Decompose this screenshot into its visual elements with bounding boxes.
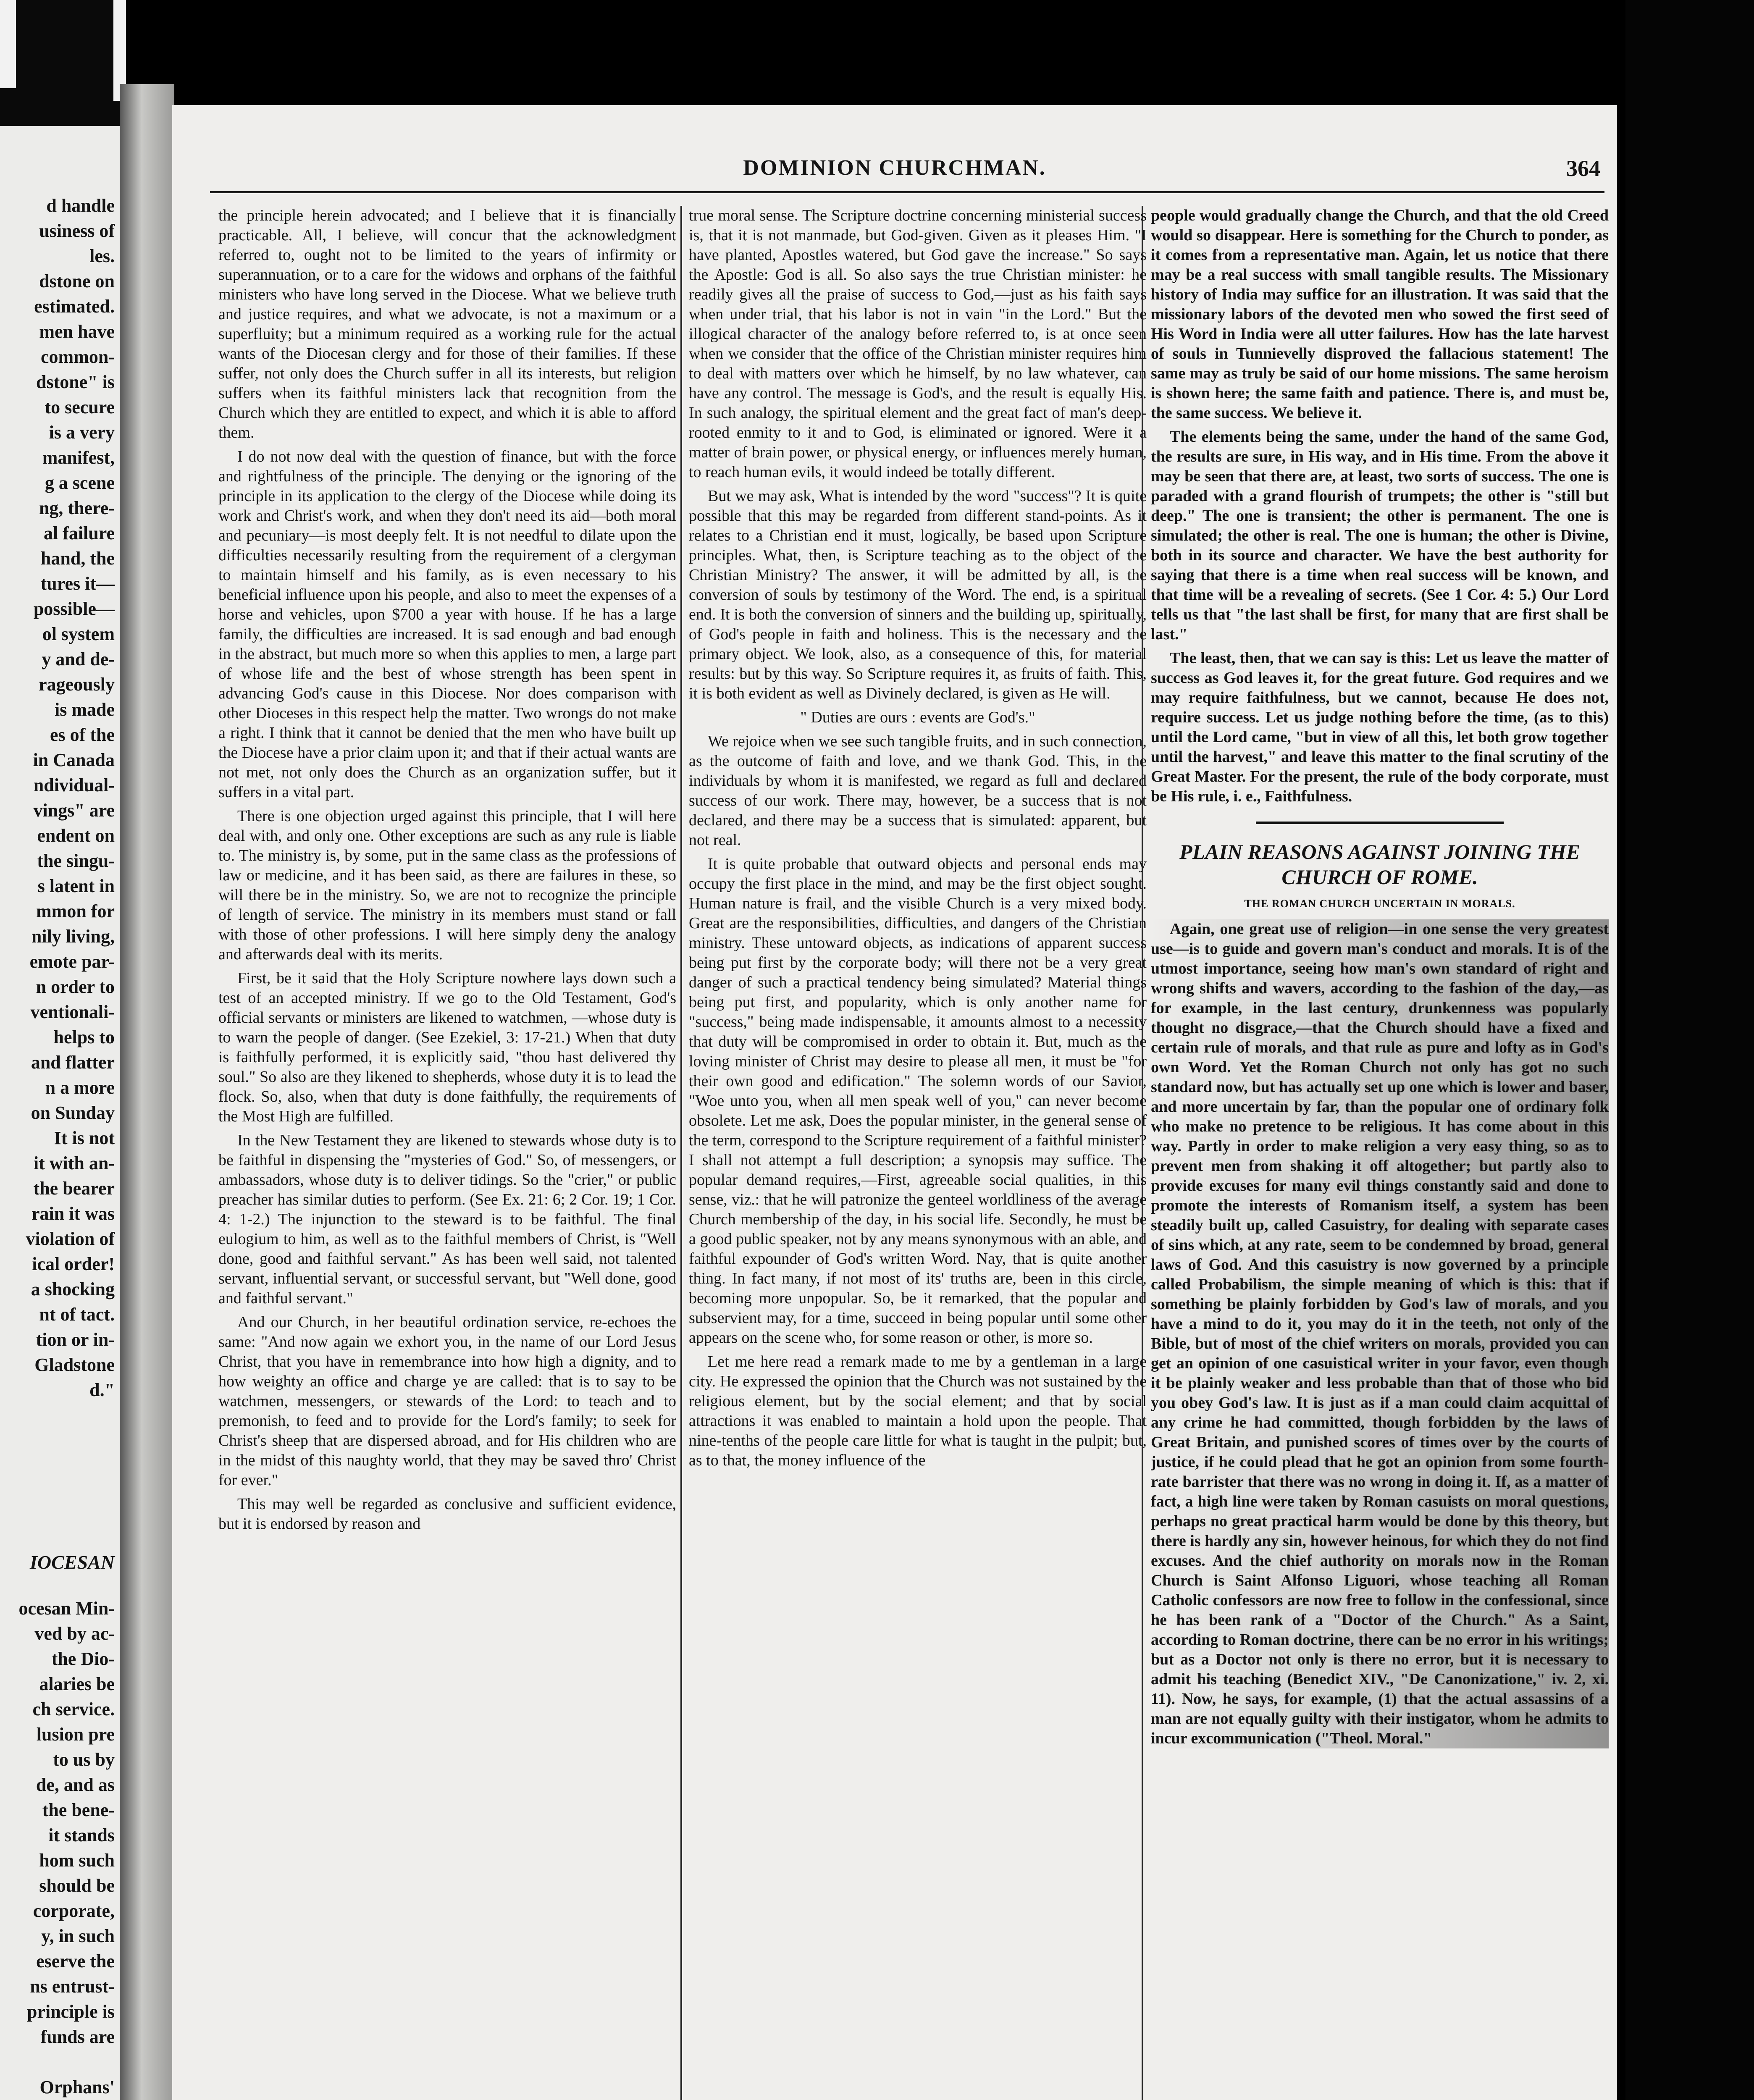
binding-gutter — [120, 84, 174, 2100]
previous-page-line — [18, 2050, 115, 2075]
previous-page-line: ventionali- — [30, 1002, 115, 1022]
article-title: PLAIN REASONS AGAINST JOINING THE CHURCH OF ROME. — [1179, 840, 1580, 889]
paragraph: The least, then, that we can say is this: Let us leave the matter of success as God leaves it, for the great future. God requires and we may require faithfulness, but we cannot, because He does not, require success. Let us judge nothing before the time, (as to this) until the Lord came, "but in view of all this, let both grow together until the harvest," and leave this matter to the final scrutiny of the Great Master. For the present, the rule of the body corporate, must be His rule, i. e., Faithfulness. — [1151, 649, 1609, 805]
previous-page-line: lusion pre — [36, 1724, 115, 1745]
previous-page-line: a shocking — [31, 1279, 115, 1299]
previous-page-line: ndividual- — [33, 775, 115, 795]
previous-page-line: n order to — [36, 976, 115, 997]
previous-page-line: al failure — [43, 523, 115, 543]
paragraph: We rejoice when we see such tangible fruits, and in such connection, as the outcome of faith and love, and we thank God. This, in the individuals by whom it is manifested, we regard as full and declared success of our work. There may, however, be a success that is not declared, and there may be a success that is simulated: apparent, but not real. — [689, 732, 1147, 849]
previous-page-line: tures it— — [40, 573, 115, 594]
previous-page-line: ng, there- — [39, 498, 115, 518]
previous-page-line: ical order! — [32, 1254, 115, 1274]
paragraph: Let me here read a remark made to me by a gentleman in a large city. He expressed the opinion that the Church was not sustained by the religious element, but by the social element; and that by social attractions it was enabled to maintain a hold upon the people. That nine-tenths of the people care little for what is taught in the pulpit; but, as to that, the money influence of the — [689, 1353, 1147, 1469]
previous-page-line: the Dio- — [51, 1648, 115, 1669]
previous-page-line: mmon for — [36, 901, 115, 921]
previous-page-line: funds are — [40, 2026, 115, 2047]
column-3 — [1151, 206, 1609, 2100]
newspaper-page — [172, 105, 1617, 2100]
previous-page-line: ved by ac- — [34, 1623, 115, 1644]
previous-page-line: g a scene — [45, 472, 115, 493]
previous-page-line: n a more — [45, 1077, 115, 1098]
article-subheading: THE ROMAN CHURCH UNCERTAIN IN MORALS. — [1244, 898, 1515, 910]
previous-page-line: Orphans' — [39, 2077, 115, 2097]
paragraph: true moral sense. The Scripture doctrine concerning ministerial success is, that it is not manmade, but God-given. Given as it pleases Him. "I have planted, Apostles watered, but God gave the increase." So says the Apostle: God is all. So also says the true Christian minister: he readily gives all the praise of success to God,—just as his faith says when under trial, that his labor is not in vain "in the Lord." But the illogical character of the analogy before referred to, is at once seen when we consider that the office of the Christian minister requires him to deal with matters over which he himself, by no law whatever, can have any control. The message is God's, and the result is equally His. In such analogy, the spiritual element and the great fact of man's deep-rooted enmity to it and to God, is eliminated or ignored. Were it a matter of brain power, or physical energy, or influences merely human, to reach human evils, it would indeed be totally different. — [689, 207, 1147, 481]
paragraph: It is quite probable that outward objects and personal ends may occupy the first place in the mind, and may be the first object sought. Human nature is frail, and the visible Church is a very mixed body. Great are the responsibilities, difficulties, and dangers of the Christian ministry. These untoward objects, as indications of apparent success being put first by the corporate body; will there not be a very great danger of such a practical tendency being simulated? Material things being put first, and popularity, which is only another name for "success," being made indispensable, it amounts almost to a necessity that duty will be compromised in order to obtain it. But, much as the loving minister of Christ may desire to please all men, it must be "for their own good and edification." The solemn words of our Savior, "Woe unto you, when all men speak well of you," can never become obsolete. Let me ask, Does the popular minister, in the general sense of the term, correspond to the Scripture requirement of a faithful minister? I shall not attempt a full description; a synopsis may suffice. The popular demand requires,—First, agreeable social qualities, in this sense, viz.: that he will patronize the genteel worldliness of the average Church membership of the day, in his social life. Secondly, he must be a good public speaker, not by any means synonymous with an able, and faithful expounder of God's written Word. Nay, that is quite another thing. In fact many, if not most of its' truths are, been in this circle, becoming more unpopular. So, be it remarked, that the popular and subservient may, for a time, succeed in being popular until some other appears on the scene who, for some reason or other, is more so. — [689, 855, 1147, 1347]
running-head — [172, 155, 1617, 193]
previous-page-line: hand, the — [40, 548, 115, 569]
previous-page-line: is made — [55, 699, 115, 720]
previous-page-line: violation of — [26, 1228, 115, 1249]
column-divider — [680, 206, 682, 2100]
paragraph: The elements being the same, under the hand of the same God, the results are sure, in His way, and in His time. From the above it may be seen that there are, at least, two sorts of success. The one is paraded with a grand flourish of trumpets; the other is "still but deep." The one is transient; the other is permanent. The one is simulated; the other is real. The one is human; the other is Divine, both in its source and character. We have the best authority for saying that there is a time when real success will be known, and that time will be a revealing of secrets. (See 1 Cor. 4: 5.) Our Lord tells us that "the last shall be first, for many that are first shall be last." — [1151, 428, 1609, 643]
previous-page-line: ch service. — [32, 1699, 115, 1719]
previous-page-line: es of the — [50, 724, 115, 745]
previous-page-line: vings" are — [33, 800, 115, 821]
previous-page-line: it stands — [48, 1825, 115, 1845]
previous-page-lines-top — [26, 193, 115, 1403]
previous-page-line: alaries be — [39, 1674, 115, 1694]
previous-page-line: men have — [39, 321, 115, 342]
paragraph: There is one objection urged against this principle, that I will here deal with, and only one. Other exceptions are such as any rule is liable to. The ministry is, by some, put in the same class as the professions of law or medicine, and it has been said, as there are failures in these, so will there be in the ministry. So, we are not to recognize the principle of length of service. The ministry in its members must stand or fall with those of other professions. I will here simply deny the analogy and afterwards deal with its merits. — [218, 807, 676, 963]
paragraph: I do not now deal with the question of finance, but with the force and rightfulness of the principle. The denying or the ignoring of the principle in its application to the clergy of the Diocese while doing its work and Christ's work, and when they don't need its aid—both moral and pecuniary—is most deeply felt. It is not needful to dilate upon the difficulties necessarily resulting from the requirement of a clergyman to maintain himself and his family, as is even necessary to his beneficial influence upon his people, and also to meet the expenses of a horse and vehicles, upon $700 a year with house. If he has a large family, the difficulties are increased. It is sad enough and bad enough in the abstract, but much more so when this applies to men, a large part of whose life and the best of whose strength has been spent in advancing God's cause in this Diocese. Nor does comparison with other Dioceses in this respect help the matter. Two wrongs do not make a right. I think that it cannot be denied that the men who have built up the Diocese have a prior claim upon it; and that if their actual wants are not met, not only does the Church as an organization suffer, but it suffers in a vital part. — [218, 448, 676, 801]
header-rule — [210, 191, 1604, 193]
column-1 — [218, 206, 676, 2100]
previous-page-line: hom such — [39, 1850, 115, 1871]
previous-page-line: y, in such — [41, 1926, 115, 1946]
previous-page-line: and flatter — [31, 1052, 115, 1073]
previous-page-line: eserve the — [36, 1951, 115, 1971]
previous-page-line: y and de- — [42, 649, 115, 669]
previous-page-line: d handle — [46, 195, 115, 216]
previous-page-fragment — [0, 126, 120, 2100]
paragraph: This may well be regarded as conclusive and sufficient evidence, but it is endorsed by reason and — [218, 1495, 676, 1533]
previous-page-line: it with an- — [33, 1153, 115, 1173]
previous-page-line: common- — [41, 346, 115, 367]
previous-page-heading: IOCESAN — [30, 1551, 115, 1573]
previous-page-line: les. — [89, 246, 115, 266]
column-2 — [689, 206, 1147, 2100]
film-edge-right — [1625, 0, 1754, 2100]
previous-page-lines-bottom — [18, 1596, 115, 2100]
previous-page-line: to secure — [45, 397, 115, 417]
paragraph: In the New Testament they are likened to stewards whose duty is to be faithful in dispensing the "mysteries of God." So, of messengers, or ambassadors, whose duty is to deliver tidings. So the "crier," or public preacher has similar duties to perform. (See Ex. 21: 6; 2 Cor. 19; 1 Cor. 4: 1-2.) The injunction to the steward is to be faithful. The final eulogium to him, as well as to the faithful members of Christ, is "Well done, good and faithful servant." As has been well said, not talented servant, influential servant, or successful servant, but "Well done, good and faithful servant." — [218, 1131, 676, 1307]
previous-page-line: manifest, — [42, 447, 115, 468]
previous-page-line: It is not — [54, 1128, 115, 1148]
previous-page-line: possible— — [33, 598, 115, 619]
previous-page-line: s latent in — [37, 876, 115, 896]
previous-page-line: helps to — [53, 1027, 115, 1047]
film-marker-top-left-1 — [0, 0, 16, 88]
previous-page-line: on Sunday — [31, 1102, 115, 1123]
previous-page-line: dstone on — [39, 271, 115, 291]
previous-page-line: to us by — [53, 1749, 115, 1770]
previous-page-line: is a very — [49, 422, 115, 443]
previous-page-line: corporate, — [33, 1900, 115, 1921]
previous-page-line: rain it was — [32, 1203, 115, 1224]
previous-page-line: Gladstone — [34, 1354, 115, 1375]
running-title: DOMINION CHURCHMAN. — [743, 156, 1046, 180]
previous-page-line: ocesan Min- — [18, 1598, 115, 1619]
previous-page-line: principle is — [26, 2001, 115, 2022]
section-subheading: " Duties are ours : events are God's." — [800, 709, 1035, 726]
previous-page-line: ol system — [42, 624, 115, 644]
paragraph: First, be it said that the Holy Scripture nowhere lays down such a test of an accepted ministry. If we go to the Old Testament, God's official servants or ministers are likened to watchmen, —whose duty is to warn the people of danger. (See Ezekiel, 3: 17-21.) When that duty is faithfully performed, it is explicitly said, "thou hast delivered thy soul." So also are they likened to shepherds, whose duty it is to lead the flock. So, also, when that duty is done faithfully, the requirements of the Most High are fulfilled. — [218, 969, 676, 1125]
previous-page-line: ns entrust- — [30, 1976, 115, 1997]
previous-page-line: should be — [39, 1875, 115, 1896]
previous-page-line: dstone" is — [36, 372, 115, 392]
page-number: 364 — [1566, 156, 1600, 181]
paragraph: But we may ask, What is intended by the word "success"? It is quite possible that this may be regarded from different stand-points. As it relates to a Christian end it must, logically, be based upon Scripture principles. What, then, is Scripture teaching as to the object of the Christian Ministry? The answer, it will be admitted by all, is the conversion of souls by testimony of the Word. The end, is a spiritual end. It is both the conversion of sinners and the building up, spiritually, of God's people in faith and holiness. This is the necessary and the primary object. We look, also, as a consequence of this, for material results: but by this way. So Scripture requires it, as fruits of faith. This, it is both evident as well as Divinely declared, is given as He will. — [689, 487, 1147, 702]
previous-page-line: de, and as — [36, 1774, 115, 1795]
previous-page-line: tion or in- — [36, 1329, 115, 1350]
previous-page-line: nily living, — [31, 926, 115, 947]
previous-page-line: the singu- — [37, 850, 115, 871]
previous-page-line: endent on — [37, 825, 115, 846]
previous-page-line: usiness of — [39, 220, 115, 241]
previous-page-line: nt of tact. — [39, 1304, 115, 1325]
previous-page-line: rageously — [39, 674, 115, 695]
previous-page-line: in Canada — [33, 750, 115, 770]
paragraph: the principle herein advocated; and I believe that it is financially practicable. All, I believe, will concur that the acknowledgment referred to, ought not to be limited to the years of infirmity or superannuation, or to a care for the widows and orphans of the faithful ministers who have long served in the Diocese. What we believe truth and justice requires, and what we advocate, is not a maximum or a superfluity; but a minimum required as a working rule for the actual wants of the Diocesan clergy and for those of their families. If these suffer, not only does the Church suffer in all its interests, but religion suffers when its faithful ministers lack that recognition from the Church which they are entitled to expect, and which it is able to afford them. — [218, 207, 676, 441]
ornamental-rule — [1151, 814, 1609, 831]
paragraph: Again, one great use of religion—in one sense the very greatest use—is to guide and govern man's conduct and morals. It is of the utmost importance, seeing how man's own standard of right and wrong shifts and wavers, according to the fashion of the day,—as for example, in the last century, drunkenness was popularly thought no disgrace,—that the Church should have a fixed and certain rule of morals, and that rule as pure and lofty as in God's own Word. Yet the Roman Church not only has got no such standard now, but has actually set up one which is lower and baser, and more uncertain by far, than the popular one of ordinary folk who make no pretence to be religious. It has come about in this way. Partly in order to make religion a very easy thing, so as to prevent men from shaking it off altogether; but partly also to provide excuses for many evil things constantly said and done to promote the interests of Romanism itself, a system has been steadily built up, called Casuistry, for dealing with separate cases of sins which, at any rate, seem to be condemned by broad, general laws of God. And this casuistry is now governed by a principle called Probabilism, the simple meaning of which is this: that if something be plainly forbidden by God's law of morals, and you have a mind to do it, you may do it in the teeth, not only of the Bible, but of most of the chief writers on morals, provided you can get an opinion of one casuistical writer in your favor, even though it be plainly weaker and less probable than that of those who bid you obey God's law. It is just as if a man could claim acquittal of any crime he had committed, though forbidden by the laws of Great Britain, and punished scores of times over by the courts of justice, if he could plead that he got an opinion from some fourth-rate barrister that there was no wrong in doing it. If, as a matter of fact, a high line were taken by Roman casuists on moral questions, perhaps no great practical harm would be done by this theory, but there is hardly any sin, however heinous, for which they do not find excuses. And the chief authority on morals now in the Roman Church is Saint Alfonso Liguori, whose teaching all Roman Catholic confessors are now free to follow in the confessional, since he has been rank of a "Doctor of the Church." As a Saint, according to Roman doctrine, there can be no error in his writings; but as a Doctor not only is there no error, but it is necessary to admit his teaching (Benedict XIV., "De Canonizatione," iv. 2, xi. 11). Now, he says, for example, (1) that the actual assassins of a man are not equally guilty with their instigator, whom he admits to incur excommunication ("Theol. Moral." — [1151, 919, 1609, 1748]
previous-page-line: the bene- — [42, 1800, 115, 1820]
paragraph: people would gradually change the Church, and that the old Creed would so disappear. Here is something for the Church to ponder, as it comes from a representative man. Again, let us notice that there may be a real success with small tangible results. The Missionary history of India may suffice for an illustration. It was said that the missionary labors of the devoted men who sowed the first seed of His Word in India were all utter failures. How has the late harvest of souls in Tunnievelly disproved the fallacious statement! The same may as truly be said of our home missions. The same heroism is shown here; the same faith and patience. There is, and must be, the same success. We believe it. — [1151, 207, 1609, 422]
previous-page-line: the bearer — [33, 1178, 115, 1199]
paragraph: And our Church, in her beautiful ordination service, re-echoes the same: "And now again we exhort you, in the name of our Lord Jesus Christ, that you have in remembrance into how high a dignity, and to how weighty an office and charge ye are called: that is to say to be watchmen, messengers, or stewards of the Lord: to teach and to premonish, to feed and to provide for the Lord's family; to seek for Christ's sheep that are dispersed abroad, and for His children who are in the midst of this naughty world, that they may be saved thro' Christ for ever." — [218, 1313, 676, 1489]
previous-page-line: d." — [89, 1380, 115, 1400]
previous-page-line: emote par- — [29, 951, 115, 972]
previous-page-line: estimated. — [34, 296, 115, 317]
